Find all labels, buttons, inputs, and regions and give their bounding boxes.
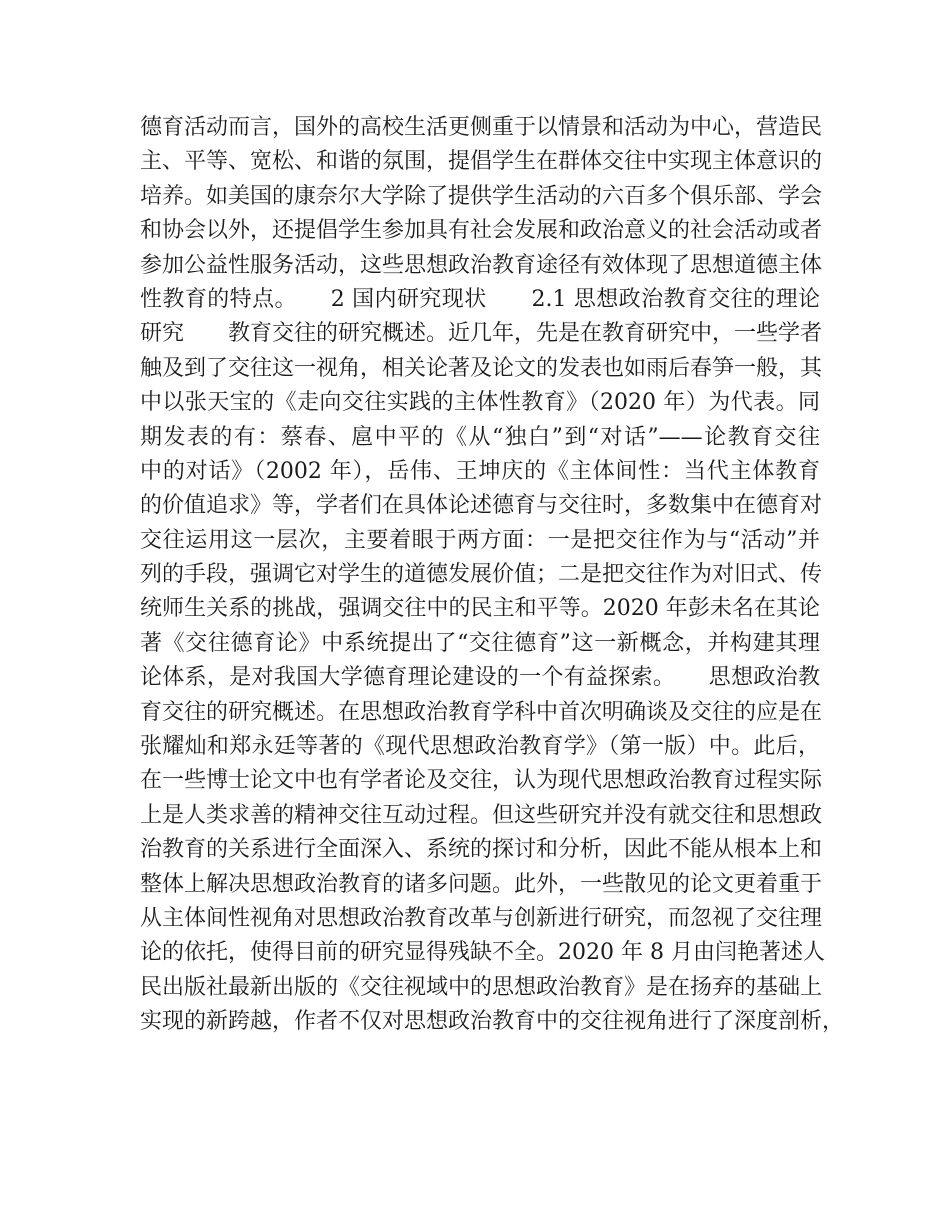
text-line: 交往运用这一层次，主要着眼于两方面：一是把交往作为与“活动”并 — [140, 527, 820, 553]
text-line: 从主体间性视角对思想政治教育改革与创新进行研究，而忽视了交往理 — [140, 905, 823, 931]
text-line: 中以张天宝的《走向交往实践的主体性教育》（2020 年）为代表。同 — [140, 390, 820, 416]
text-line: 的价值追求》等，学者们在具体论述德育与交往时，多数集中在德育对 — [140, 493, 823, 519]
text-line: 中的对话》（2002 年），岳伟、王坤庆的《主体间性：当代主体教育 — [140, 458, 820, 484]
text-line: 治教育的关系进行全面深入、系统的探讨和分析，因此不能从根本上和 — [140, 837, 823, 863]
text-line: 论的依托，使得目前的研究显得残缺不全。2020 年 8 月由闫艳著述人 — [140, 940, 825, 966]
text-line: 列的手段，强调它对学生的道德发展价值；二是把交往作为对旧式、传 — [140, 562, 823, 588]
body-text — [140, 111, 845, 1040]
text-line: 参加公益性服务活动，这些思想政治教育途径有效体现了思想道德主体 — [140, 252, 823, 278]
text-line: 整体上解决思想政治教育的诸多问题。此外，一些散见的论文更着重于 — [140, 871, 823, 897]
text-line: 论体系，是对我国大学德育理论建设的一个有益探索。 思想政治教 — [140, 665, 820, 691]
text-line: 张耀灿和郑永廷等著的《现代思想政治教育学》（第一版）中。此后， — [140, 734, 820, 760]
text-line: 在一些博士论文中也有学者论及交往，认为现代思想政治教育过程实际 — [140, 768, 823, 794]
text-line: 性教育的特点。 2 国内研究现状 2.1 思想政治教育交往的理论 — [140, 286, 820, 312]
text-line: 著《交往德育论》中系统提出了“交往德育”这一新概念，并构建其理 — [140, 630, 820, 656]
text-line: 研究 教育交往的研究概述。近几年，先是在教育研究中，一些学者 — [140, 321, 823, 347]
text-line: 德育活动而言，国外的高校生活更侧重于以情景和活动为中心，营造民 — [140, 115, 823, 140]
text-line: 实现的新跨越，作者不仅对思想政治教育中的交往视角进行了深度剖析， — [140, 1009, 845, 1035]
text-line: 统师生关系的挑战，强调交往中的民主和平等。2020 年彭未名在其论 — [140, 596, 820, 622]
text-line: 培养。如美国的康奈尔大学除了提供学生活动的六百多个俱乐部、学会 — [140, 183, 823, 209]
text-line: 期发表的有：蔡春、扈中平的《从“独白”到“对话”——论教育交往 — [140, 424, 820, 450]
text-line: 育交往的研究概述。在思想政治教育学科中首次明确谈及交往的应是在 — [140, 699, 823, 725]
text-line: 民出版社最新出版的《交往视域中的思想政治教育》是在扬弃的基础上 — [140, 974, 823, 1000]
text-line: 主、平等、宽松、和谐的氛围，提倡学生在群体交往中实现主体意识的 — [140, 149, 823, 175]
text-line: 上是人类求善的精神交往互动过程。但这些研究并没有就交往和思想政 — [140, 802, 823, 828]
text-line: 和协会以外，还提倡学生参加具有社会发展和政治意义的社会活动或者 — [140, 218, 823, 244]
text-line: 触及到了交往这一视角，相关论著及论文的发表也如雨后春笋一般，其 — [140, 355, 823, 381]
